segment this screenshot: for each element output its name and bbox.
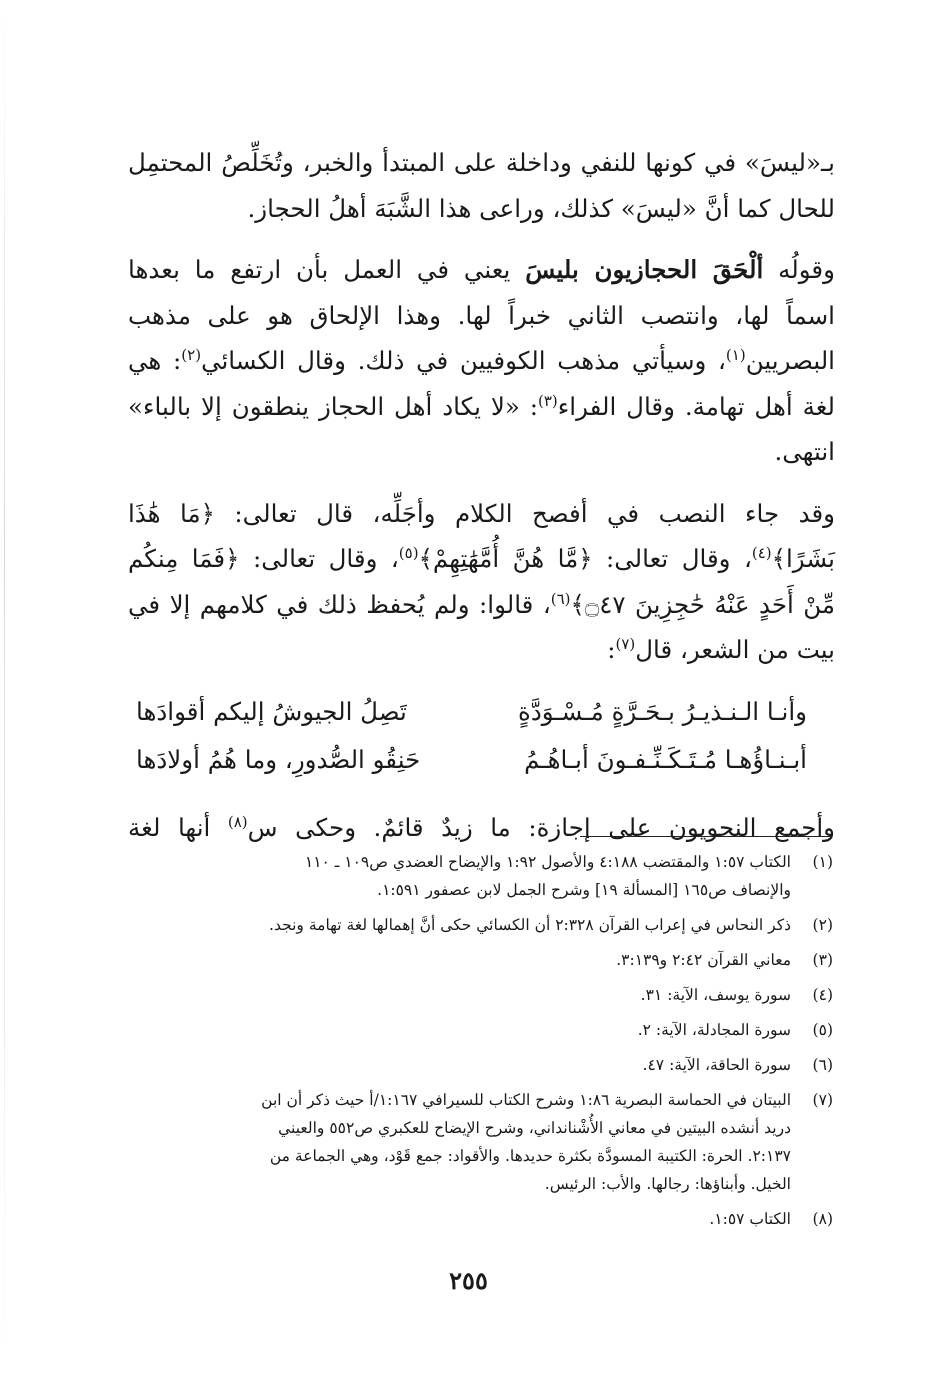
footnote-text: [132, 911, 791, 939]
text-span: البصريين: [745, 346, 835, 375]
footnote-number: (٦): [812, 1056, 833, 1074]
text-span: لغة أهل تهامة. وقال الفراء: [557, 391, 835, 421]
text-line: [128, 536, 835, 582]
footnote-ref[interactable]: (٧): [615, 634, 636, 653]
footnote-line: ٢:١٣٧. الحرة: الكتيبة المسودَّة بكثرة حديدها. والأقواد: جمع قَوْد، وهي الجماعة من: [269, 1147, 791, 1165]
text-span: ، وسيأتي مذهب الكوفيين في ذلك. وقال الكسائي: [201, 346, 726, 375]
verse-first-hemistich: أبـنـاؤُهـا مُـتَـكَـنِّـفـونَ أبـاهُـمُ: [524, 744, 807, 774]
text-span: ، وقال تعالى: ﴿مَّا هُنَّ أُمَّهَٰتِهِمْ﴾: [418, 544, 752, 573]
paragraph-3: [128, 491, 835, 673]
text-span: : هي: [128, 346, 182, 375]
footnote: [132, 1016, 833, 1044]
footnote-line: معاني القرآن ٢:٤٢ و٣:١٣٩.: [616, 951, 791, 969]
text-span: بيت من الشعر، قال: [635, 635, 835, 664]
paragraph-4: [128, 805, 835, 851]
footnote: [132, 1205, 833, 1233]
footnote-ref[interactable]: (٨): [227, 812, 248, 831]
footnote-number: (٤): [812, 986, 833, 1004]
footnote-line: سورة يوسف، الآية: ٣١.: [640, 986, 791, 1004]
footnote-line: البيتان في الحماسة البصرية ١:٨٦ وشرح الكتاب للسيرافي ١:١٦٧/أ حيث ذكر أن ابن: [261, 1091, 791, 1109]
footnote: [132, 1086, 833, 1198]
footnote-line: دريد أنشده البيتين في معاني الأُشْنانداني، وشرح الإيضاح للعكبري ص٥٥٢ والعيني: [278, 1119, 791, 1137]
footnote-line: سورة الحاقة، الآية: ٤٧.: [642, 1056, 791, 1074]
footnote-ref[interactable]: (٣): [537, 391, 558, 410]
footnote-ref[interactable]: (٢): [181, 345, 202, 364]
footnote-number: (١): [812, 853, 833, 871]
footnote-text: [132, 946, 791, 974]
scan-edge: [4, 0, 5, 1375]
footnote: [132, 911, 833, 939]
text-span: وقولُه: [778, 255, 835, 284]
footnote-number: (٨): [812, 1210, 833, 1228]
footnote-line: الخيل. وأبناؤها: رجالها. والأب: الرئيس.: [544, 1175, 791, 1193]
footnote-ref[interactable]: (١): [725, 345, 746, 364]
footnote-text: [132, 1051, 791, 1079]
footnote: [132, 1051, 833, 1079]
footnote-text: [132, 1016, 791, 1044]
text-line: اسماً لها، وانتصب الثاني خبراً لها. وهذا الإلحاق هو على مذهب: [128, 300, 835, 330]
main-text: [128, 140, 835, 850]
text-span: ، وقال تعالى: ﴿فَمَا مِنكُم: [128, 544, 399, 573]
text-line: [128, 805, 835, 851]
footnote-line: والإنصاف ص١٦٥ [المسألة ١٩] وشرح الجمل لابن عصفور ١:٥٩١.: [377, 881, 791, 899]
footnote: [132, 946, 833, 974]
footnote: [132, 848, 833, 904]
footnote-text: [132, 1086, 791, 1198]
footnote-number: (٣): [812, 951, 833, 969]
text-line: [128, 627, 835, 673]
text-span: ، قالوا: ولم يُحفظ ذلك في كلامهم إلا في: [128, 589, 551, 619]
footnote-text: [132, 981, 791, 1009]
verse-second-hemistich: حَنِقُو الصُّدورِ، وما هُمُ أولادَها: [136, 744, 421, 774]
verse-line: [128, 689, 835, 737]
footnote-number: (٢): [812, 916, 833, 934]
text-span: مِّنْ أَحَدٍ عَنْهُ حَٰجِزِينَ ۝٤٧﴾: [570, 589, 835, 619]
text-span: يعني في العمل بأن ارتفع ما بعدها: [128, 255, 511, 284]
footnote: [132, 981, 833, 1009]
footnote-line: الكتاب ١:٥٧.: [709, 1210, 791, 1228]
poetry-verses: [128, 689, 835, 785]
footnote-ref[interactable]: (٤): [751, 543, 772, 562]
text-line: [128, 338, 835, 384]
footnote-number: (٧): [812, 1091, 833, 1109]
text-line: [128, 247, 835, 293]
footnote-separator: [580, 836, 832, 837]
text-line: [128, 384, 835, 430]
footnote-line: ذكر النحاس في إعراب القرآن ٢:٣٢٨ أن الكسائي حكى أنَّ إهمالها لغة تهامة ونجد.: [269, 916, 791, 934]
text-span: أنها لغة: [128, 812, 228, 842]
text-line: بـ«ليسَ» في كونها للنفي وداخلة على المبتدأ والخبر، وتُخَلِّصُ المحتمِل: [128, 148, 835, 177]
text-line: وقد جاء النصب في أفصح الكلام وأجَلِّه، قال تعالى: ﴿مَا هَٰذَا: [128, 498, 835, 528]
text-span: بَشَرًا﴾: [771, 544, 835, 573]
text-span: وأجمع النحويون على إجازة: ما زيدٌ قائمٌ. وحكى س: [247, 812, 835, 842]
quoted-phrase: ألْحَقَ الحجازيون بليسَ: [525, 255, 764, 284]
verse-line: [128, 737, 835, 785]
text-span: :: [607, 635, 616, 664]
footnote-number: (٥): [812, 1021, 833, 1039]
verse-first-hemistich: وأنـا الـنـذيـرُ بـحَـرَّةٍ مُـسْـوَدَّةٍ: [518, 696, 807, 726]
verse-second-hemistich: تَصِلُ الجيوشُ إليكم أقوادَها: [136, 696, 407, 726]
text-line: [128, 582, 835, 628]
text-line: انتهى.: [774, 437, 835, 466]
footnote-text: [132, 1205, 791, 1233]
text-line: للحال كما أنَّ «ليسَ» كذلك، وراعى هذا الشَّبَهَ أهلُ الحجاز.: [247, 193, 835, 223]
footnote-ref[interactable]: (٦): [550, 589, 571, 608]
paragraph-2: [128, 247, 835, 475]
text-span: : «لا يكاد أهل الحجاز ينطقون إلا بالباء»: [128, 391, 538, 421]
page-number: ٢٥٥: [449, 1266, 488, 1295]
footnote-line: سورة المجادلة، الآية: ٢.: [637, 1021, 791, 1039]
footnotes: [132, 848, 833, 1240]
footnote-ref[interactable]: (٥): [398, 543, 419, 562]
footnote-text: [132, 848, 791, 904]
paragraph-1: [128, 140, 835, 231]
footnote-line: الكتاب ١:٥٧ والمقتضب ٤:١٨٨ والأصول ١:٩٢ والإيضاح العضدي ص١٠٩ ـ ١١٠: [304, 853, 791, 871]
